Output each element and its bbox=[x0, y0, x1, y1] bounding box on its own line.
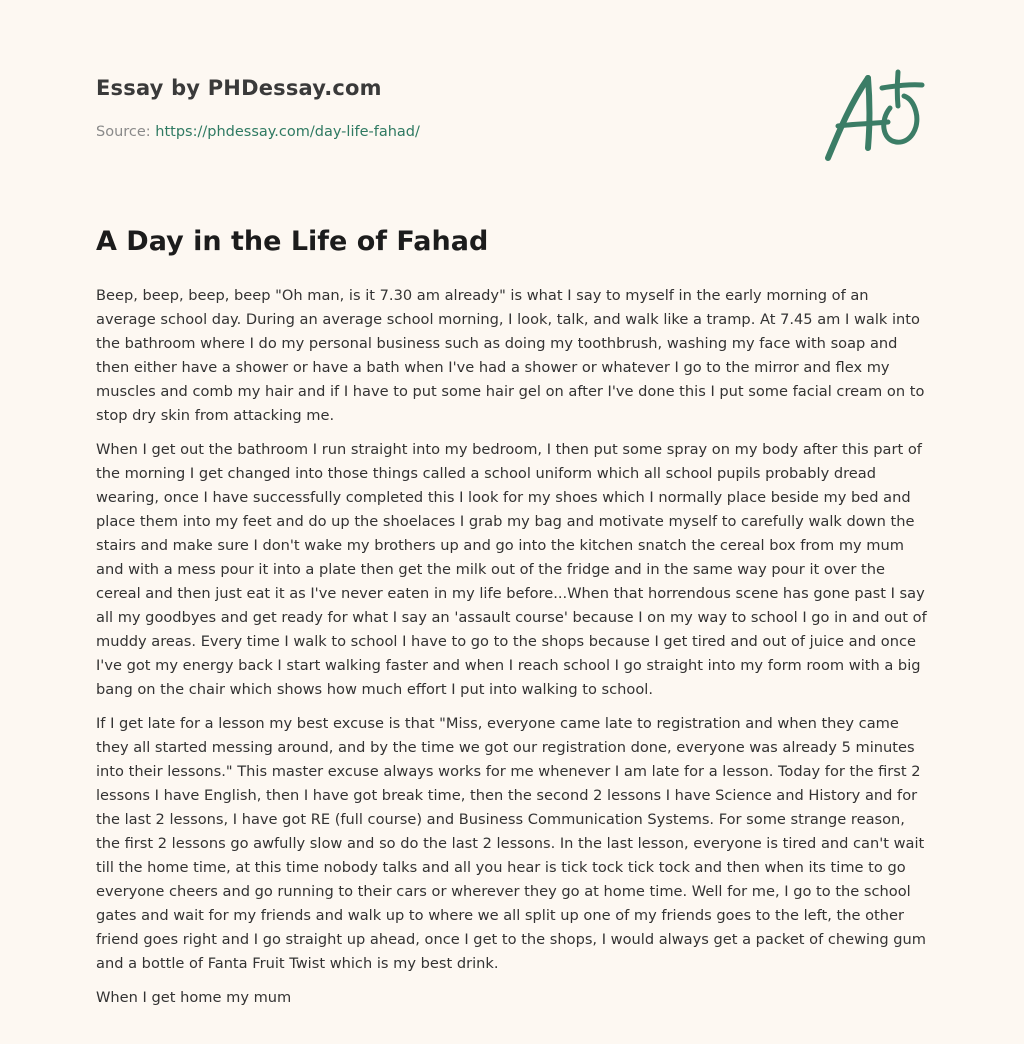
source-line bbox=[96, 124, 420, 140]
essay-paragraph: When I get home my mum bbox=[96, 989, 292, 1006]
source-label: Source: bbox=[96, 124, 156, 140]
essay-title: A Day in the Life of Fahad bbox=[96, 226, 489, 257]
essay-paragraph: Beep, beep, beep, beep "Oh man, is it 7.30 am already" is what I say to myself in the early morning of an average school day. During an average school morning, I look, talk, and walk like a tramp. At 7.45 am I walk into the bathroom where I do my personal business such as doing my toothbrush, washing my face with soap and then either have a shower or have a bath when I've had a shower or whatever I go to the mirror and flex my muscles and comb my hair and if I have to put some hair gel on after I've done this I put some facial cream on to stop dry skin from attacking me. bbox=[96, 287, 925, 424]
source-link[interactable]: https://phdessay.com/day-life-fahad/ bbox=[155, 124, 420, 140]
site-title: Essay by PHDessay.com bbox=[96, 76, 382, 100]
essay-paragraph: When I get out the bathroom I run straight into my bedroom, I then put some spray on my body after this part of the morning I get changed into those things called a school uniform which all school pupils probably dread wearing, once I have successfully completed this I look for my shoes which I normally place beside my bed and place them into my feet and do up the shoelaces I grab my bag and motivate myself to carefully walk down the stairs and make sure I don't wake my brothers up and go into the kitchen snatch the cereal box from my mum and with a mess pour it into a plate then get the milk out of the fridge and in the same way pour it over the cereal and then just eat it as I've never eaten in my life before...When that horrendous scene has gone past I say all my goodbyes and get ready for what I say an 'assault course' because I on my way to school I go in and out of muddy areas. Every time I walk to school I have to go to the shops because I get tired and out of juice and once I've got my energy back I start walking faster and when I reach school I go straight into my form room with a big bang on the chair which shows how much effort I put into walking to school. bbox=[96, 441, 927, 698]
essay-paragraph: If I get late for a lesson my best excuse is that "Miss, everyone came late to registration and when they came they all started messing around, and by the time we got our registration done, everyone was already 5 minutes into their lessons." This master excuse always works for me whenever I am late for a lesson. Today for the first 2 lessons I have English, then I have got break time, then the second 2 lessons I have Science and History and for the last 2 lessons, I have got RE (full course) and Business Communication Systems. For some strange reason, the first 2 lessons go awfully slow and so do the last 2 lessons. In the last lesson, everyone is tired and can't wait till the home time, at this time nobody talks and all you hear is tick tock tick tock and then when its time to go everyone cheers and go running to their cars or wherever they go at home time. Well for me, I go to the school gates and wait for my friends and walk up to where we all split up one of my friends goes to the left, the other friend goes right and I go straight up ahead, once I get to the shops, I would always get a packet of chewing gum and a bottle of Fanta Fruit Twist which is my best drink. bbox=[96, 715, 926, 972]
a-plus-grade-icon bbox=[818, 64, 934, 168]
essay-body bbox=[96, 284, 932, 1020]
